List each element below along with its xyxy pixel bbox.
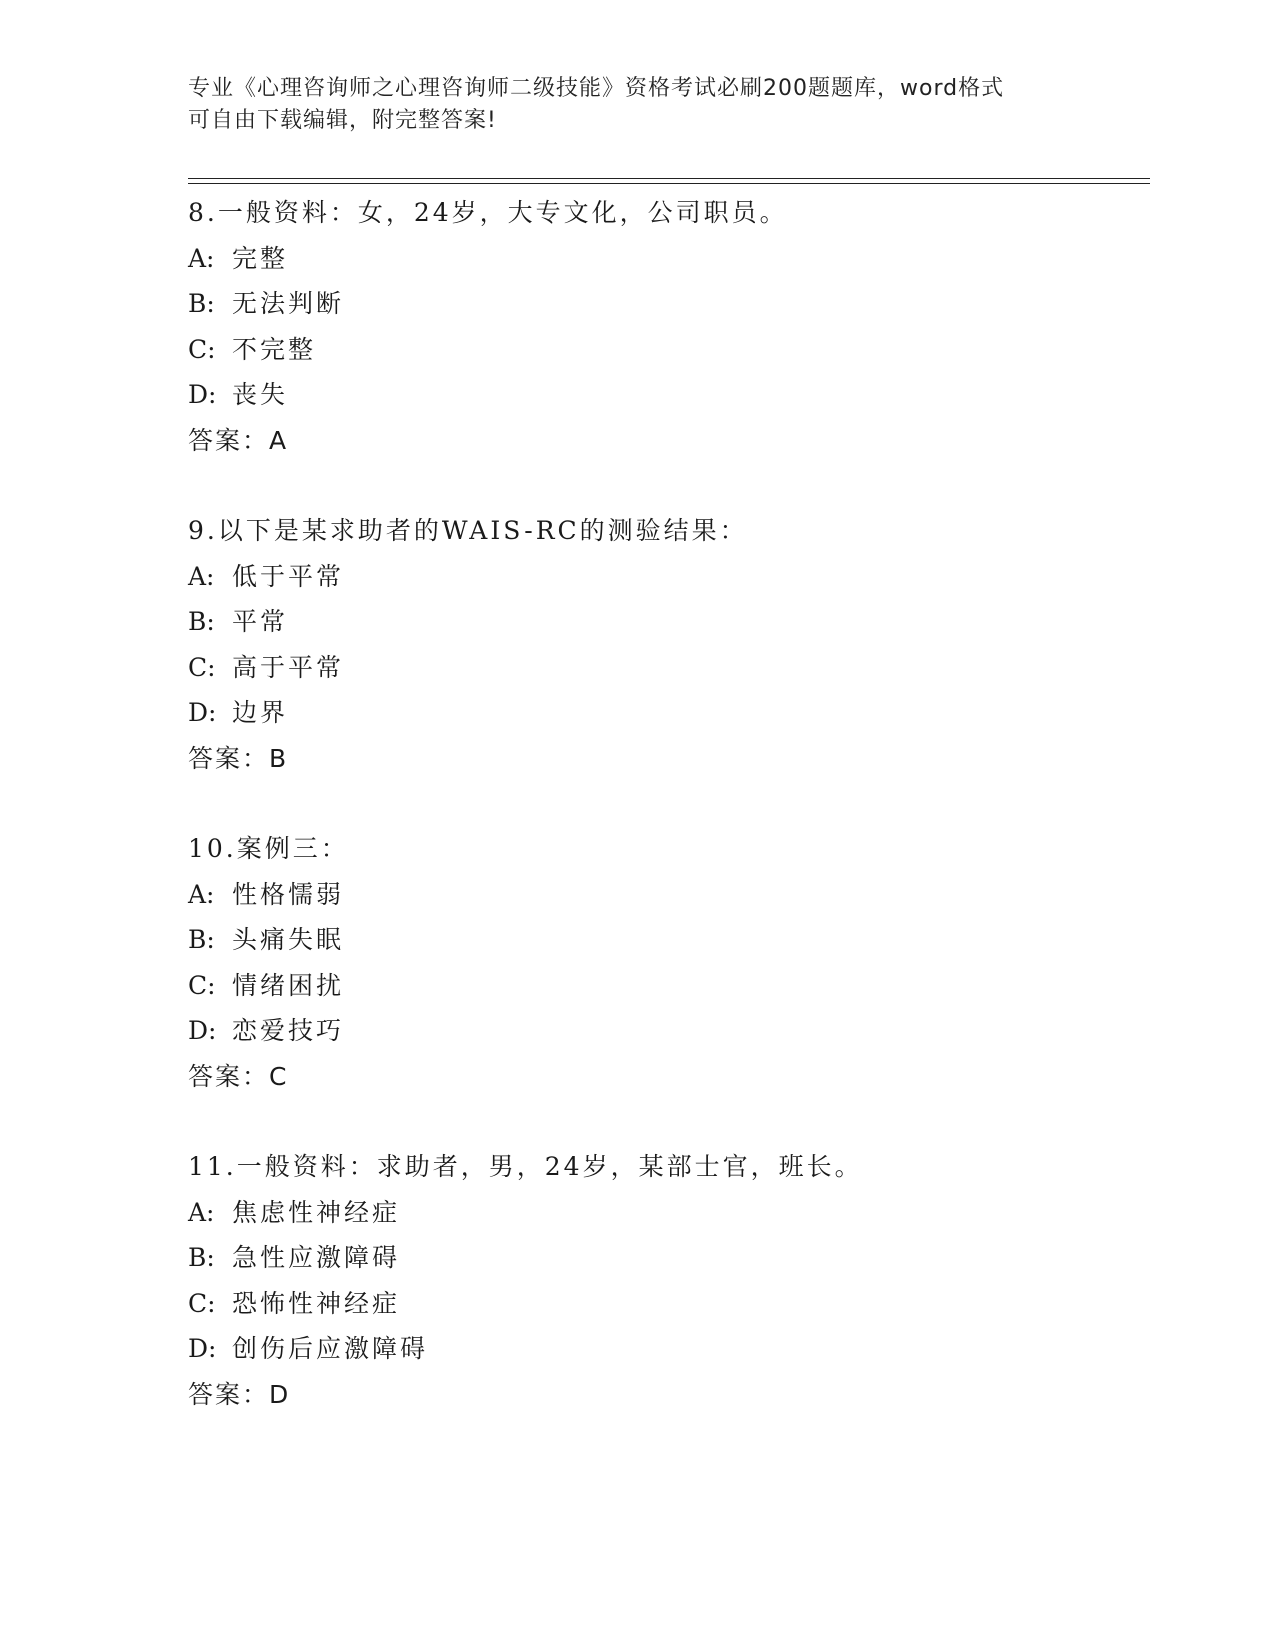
option-letter: D: (188, 380, 217, 409)
option-a (188, 1190, 1148, 1236)
header-divider-top (188, 178, 1150, 179)
question-9 (188, 508, 1148, 826)
option-a (188, 236, 1148, 282)
answer-line: 答案：A (188, 425, 289, 455)
option-text: 恋爱技巧 (232, 1016, 345, 1045)
option-text: 不完整 (232, 334, 317, 364)
option-c (188, 963, 1148, 1009)
option-text: 低于平常 (232, 561, 345, 591)
question-stem: 11.一般资料：求助者，男，24岁，某部士官，班长。 (188, 1152, 863, 1181)
option-letter: D: (188, 698, 217, 727)
option-text: 焦虑性神经症 (232, 1197, 401, 1227)
option-text: 丧失 (232, 380, 289, 409)
option-d (188, 690, 1148, 736)
option-letter: C: (188, 970, 216, 1000)
option-letter: B: (188, 289, 215, 318)
option-text: 高于平常 (232, 652, 345, 682)
question-11 (188, 1144, 1148, 1462)
option-letter: C: (188, 1288, 216, 1318)
option-letter: A: (188, 561, 215, 591)
header-line-1: 专业《心理咨询师之心理咨询师二级技能》资格考试必刷200题题库，word格式 (188, 76, 1005, 101)
option-b (188, 1235, 1148, 1281)
option-text: 边界 (232, 698, 289, 727)
option-letter: C: (188, 652, 216, 682)
option-c (188, 1281, 1148, 1327)
option-a (188, 554, 1148, 600)
option-text: 情绪困扰 (232, 970, 345, 1000)
option-letter: B: (188, 1243, 215, 1272)
option-b (188, 281, 1148, 327)
option-letter: A: (188, 879, 215, 909)
question-stem: 10.案例三： (188, 834, 349, 863)
answer-line: 答案：D (188, 1379, 291, 1409)
answer-line: 答案：B (188, 743, 289, 773)
header-divider-bottom (188, 183, 1150, 184)
document-header (188, 73, 1078, 137)
option-b (188, 917, 1148, 963)
option-text: 完整 (232, 243, 289, 273)
option-text: 平常 (232, 607, 289, 636)
option-d (188, 372, 1148, 418)
option-letter: A: (188, 1197, 215, 1227)
option-text: 性格懦弱 (232, 879, 345, 909)
option-text: 创伤后应激障碍 (232, 1334, 429, 1363)
option-c (188, 327, 1148, 373)
option-letter: C: (188, 334, 216, 364)
option-b (188, 599, 1148, 645)
option-text: 无法判断 (232, 289, 345, 318)
question-list (188, 190, 1148, 1462)
option-c (188, 645, 1148, 691)
option-d (188, 1326, 1148, 1372)
option-letter: A: (188, 243, 215, 273)
answer-line: 答案：C (188, 1061, 289, 1091)
question-stem: 9.以下是某求助者的WAIS-RC的测验结果： (188, 516, 748, 545)
question-8 (188, 190, 1148, 508)
option-letter: D: (188, 1334, 217, 1363)
option-d (188, 1008, 1148, 1054)
option-a (188, 872, 1148, 918)
header-line-2: 可自由下载编辑，附完整答案! (188, 108, 497, 133)
question-10 (188, 826, 1148, 1144)
question-stem: 8.一般资料：女，24岁，大专文化，公司职员。 (188, 198, 788, 227)
option-letter: B: (188, 607, 215, 636)
option-letter: D: (188, 1016, 217, 1045)
option-text: 恐怖性神经症 (232, 1288, 401, 1318)
option-text: 头痛失眠 (232, 925, 345, 954)
option-text: 急性应激障碍 (232, 1243, 401, 1272)
option-letter: B: (188, 925, 215, 954)
